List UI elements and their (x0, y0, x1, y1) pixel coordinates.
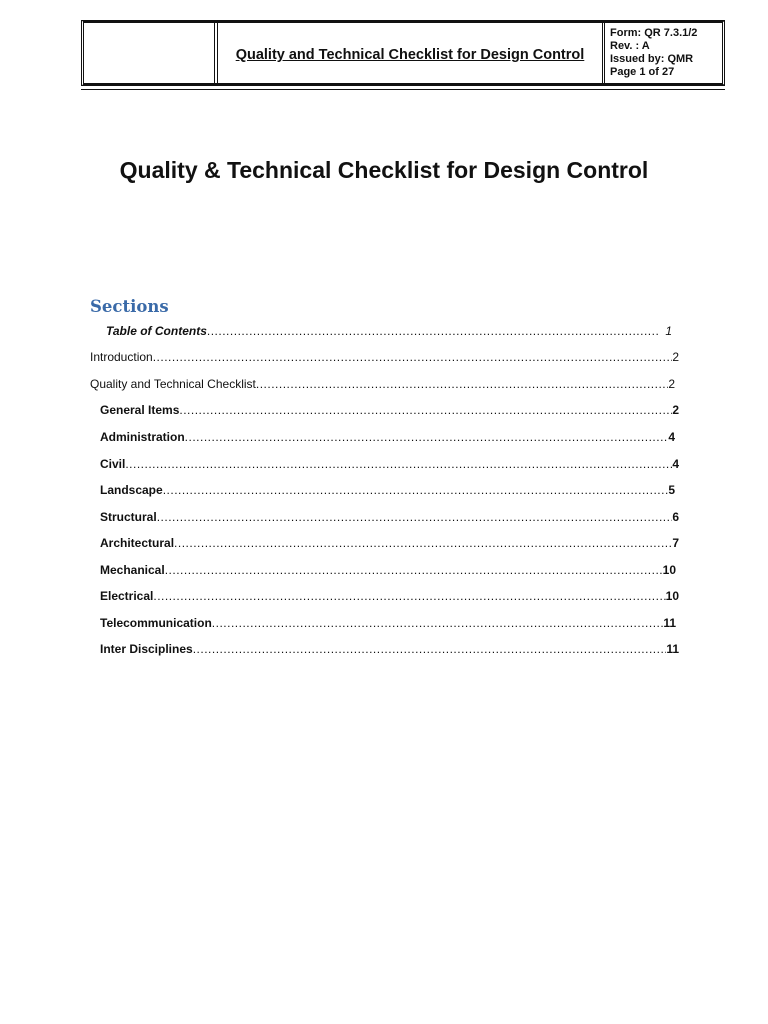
document-title: Quality & Technical Checklist for Design Control (119, 157, 649, 183)
toc-entry-page: 2 (668, 377, 675, 391)
toc-entry-table-of-contents[interactable] (106, 323, 672, 339)
header-meta (602, 23, 722, 83)
toc-entry-page: 11 (666, 642, 679, 656)
toc-entry-label: Civil (100, 457, 126, 471)
toc-entry-quality-and-technical-checklist[interactable] (90, 376, 675, 392)
toc-leader (153, 349, 673, 365)
sections-heading: Sections (90, 297, 169, 316)
toc-leader (174, 535, 672, 551)
toc-entry-general-items[interactable] (100, 402, 679, 418)
form-number: Form: QR 7.3.1/2 (610, 27, 698, 39)
toc-entry-architectural[interactable] (100, 535, 679, 551)
toc-entry-label: Quality and Technical Checklist (90, 377, 256, 391)
page-number: Page 1 of 27 (610, 66, 675, 78)
toc-entry-label: General Items (100, 403, 180, 417)
issued-by: Issued by: QMR (610, 53, 694, 65)
toc-leader (185, 429, 669, 445)
toc-leader (179, 402, 672, 418)
toc-entry-page: 6 (672, 510, 679, 524)
toc-entry-civil[interactable] (100, 456, 679, 472)
header-logo-cell (84, 23, 215, 83)
toc-leader (165, 562, 663, 578)
document-header (81, 20, 725, 86)
toc-entry-page: 2 (672, 350, 679, 364)
toc-entry-label: Administration (100, 430, 185, 444)
toc-leader (157, 509, 673, 525)
toc-entry-label: Table of Contents (106, 324, 207, 338)
toc-entry-structural[interactable] (100, 509, 679, 525)
toc-entry-page: 1 (665, 324, 672, 338)
toc-entry-page: 5 (668, 483, 675, 497)
toc-entry-page: 4 (668, 430, 675, 444)
header-title: Quality and Technical Checklist for Design Control (235, 47, 585, 63)
toc-leader (212, 615, 664, 631)
toc-leader (193, 641, 667, 657)
header-title-cell (217, 23, 602, 83)
toc-leader (153, 588, 665, 604)
toc-entry-page: 7 (672, 536, 679, 550)
toc-leader (163, 482, 669, 498)
toc-entry-label: Inter Disciplines (100, 642, 193, 656)
toc-entry-mechanical[interactable] (100, 562, 676, 578)
toc-leader (125, 456, 672, 472)
toc-entry-label: Electrical (100, 589, 154, 603)
revision: Rev. : A (610, 40, 650, 52)
toc-entry-page: 10 (662, 563, 676, 577)
toc-entry-page: 4 (672, 457, 679, 471)
toc-entry-electrical[interactable] (100, 588, 679, 604)
toc-entry-label: Structural (100, 510, 157, 524)
toc-entry-introduction[interactable] (90, 349, 679, 365)
toc-entry-label: Architectural (100, 536, 175, 550)
toc-entry-page: 11 (663, 616, 676, 630)
toc-entry-telecommunication[interactable] (100, 615, 676, 631)
toc-entry-page: 10 (665, 589, 679, 603)
toc-entry-page: 2 (672, 403, 679, 417)
toc-entry-inter-disciplines[interactable] (100, 641, 679, 657)
toc-entry-label: Introduction (90, 350, 153, 364)
toc-entry-administration[interactable] (100, 429, 675, 445)
toc-entry-label: Mechanical (100, 563, 165, 577)
toc-leader (207, 323, 659, 339)
toc-entry-label: Landscape (100, 483, 163, 497)
toc-leader (256, 376, 668, 392)
toc-entry-label: Telecommunication (100, 616, 212, 630)
toc-entry-landscape[interactable] (100, 482, 675, 498)
